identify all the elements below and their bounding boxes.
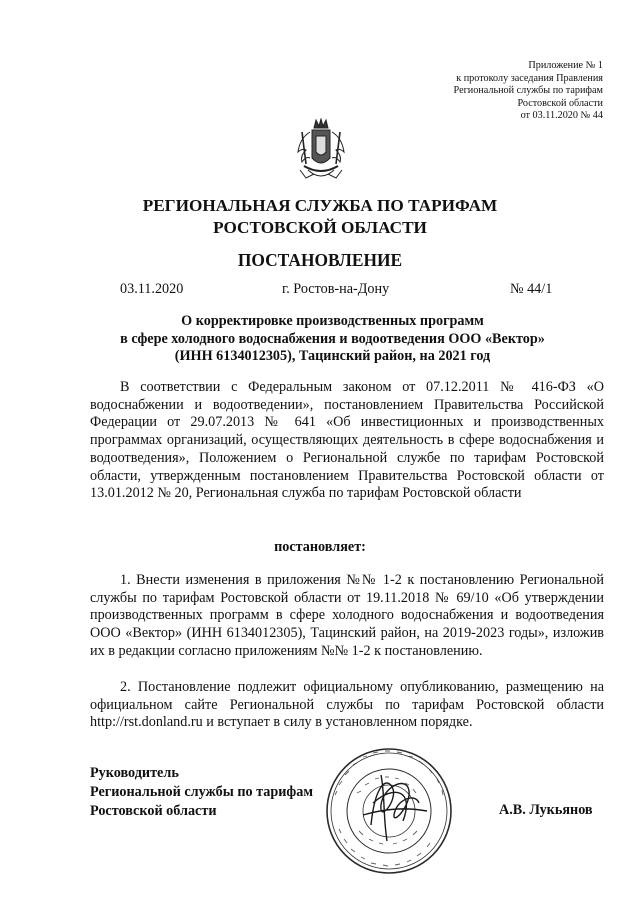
signatory-position	[90, 764, 313, 821]
appendix-line: Региональной службы по тарифам	[453, 85, 603, 97]
preamble-paragraph: В соответствии с Федеральным законом от 07.12.2011 № 416-ФЗ «О водоснабжении и водоотведении», постановлением Правительства Российской Федерации от 29.07.2013 № 641 «Об инвестиционных и производственных программах организаций, осуществляющих деятельность в сфере водоснабжения и водоотведения», Положением о Региональной службе по тарифам Ростовской области, утвержденным постановлением Правительства Ростовской области от 13.01.2012 № 20, Региональная служба по тарифам Ростовской области	[90, 379, 604, 502]
document-city: г. Ростов-на-Дону	[282, 281, 390, 297]
subject-line: О корректировке производственных программ	[181, 313, 484, 329]
organization-title-line: РОСТОВСКОЙ ОБЛАСТИ	[213, 218, 427, 237]
coat-of-arms-emblem	[292, 118, 350, 188]
subject-line: в сфере холодного водоснабжения и водоотведения ООО «Вектор»	[120, 330, 545, 347]
appendix-line: Ростовской области	[517, 97, 603, 109]
decree-word: постановляет:	[274, 539, 366, 555]
signatory-position-line: Ростовской области	[90, 803, 217, 819]
signatory-position-line: Региональной службы по тарифам	[90, 784, 314, 800]
document-date: 03.11.2020	[120, 281, 184, 297]
appendix-line: Приложение № 1	[528, 60, 603, 71]
appendix-line: к протоколу заседания Правления	[456, 72, 603, 84]
decree-item-2: 2. Постановление подлежит официальному опубликованию, размещению на официальном сайте Региональной службы по тарифам Ростовской области http://rst.donland.ru и вступает в силу в установленном порядке.	[90, 679, 604, 731]
document-type: ПОСТАНОВЛЕНИЕ	[237, 250, 403, 270]
signatory-name: А.В. Лукьянов	[499, 802, 593, 818]
document-subject	[60, 313, 605, 366]
appendix-note	[454, 60, 603, 123]
decree-item-1: 1. Внести изменения в приложения №№ 1-2 к постановлению Региональной службы по тарифам Ростовской области от 19.11.2018 № 69/10 «Об утверждении производственных программ в сфере холодного водоснабжения и водоотведения ООО «Вектор» (ИНН 6134012305), Тацинский район, на 2019-2023 годы», изложив их в редакции согласно приложениям №№ 1-2 к постановлению.	[90, 572, 604, 659]
organization-title	[0, 195, 640, 239]
organization-title-line: РЕГИОНАЛЬНАЯ СЛУЖБА ПО ТАРИФАМ	[142, 196, 498, 215]
document-number: № 44/1	[510, 281, 553, 297]
appendix-line: от 03.11.2020 № 44	[520, 110, 603, 122]
subject-line: (ИНН 6134012305), Тацинский район, на 2021 год	[174, 348, 491, 365]
signatory-position-line: Руководитель	[90, 765, 179, 781]
official-seal-stamp	[323, 745, 455, 877]
